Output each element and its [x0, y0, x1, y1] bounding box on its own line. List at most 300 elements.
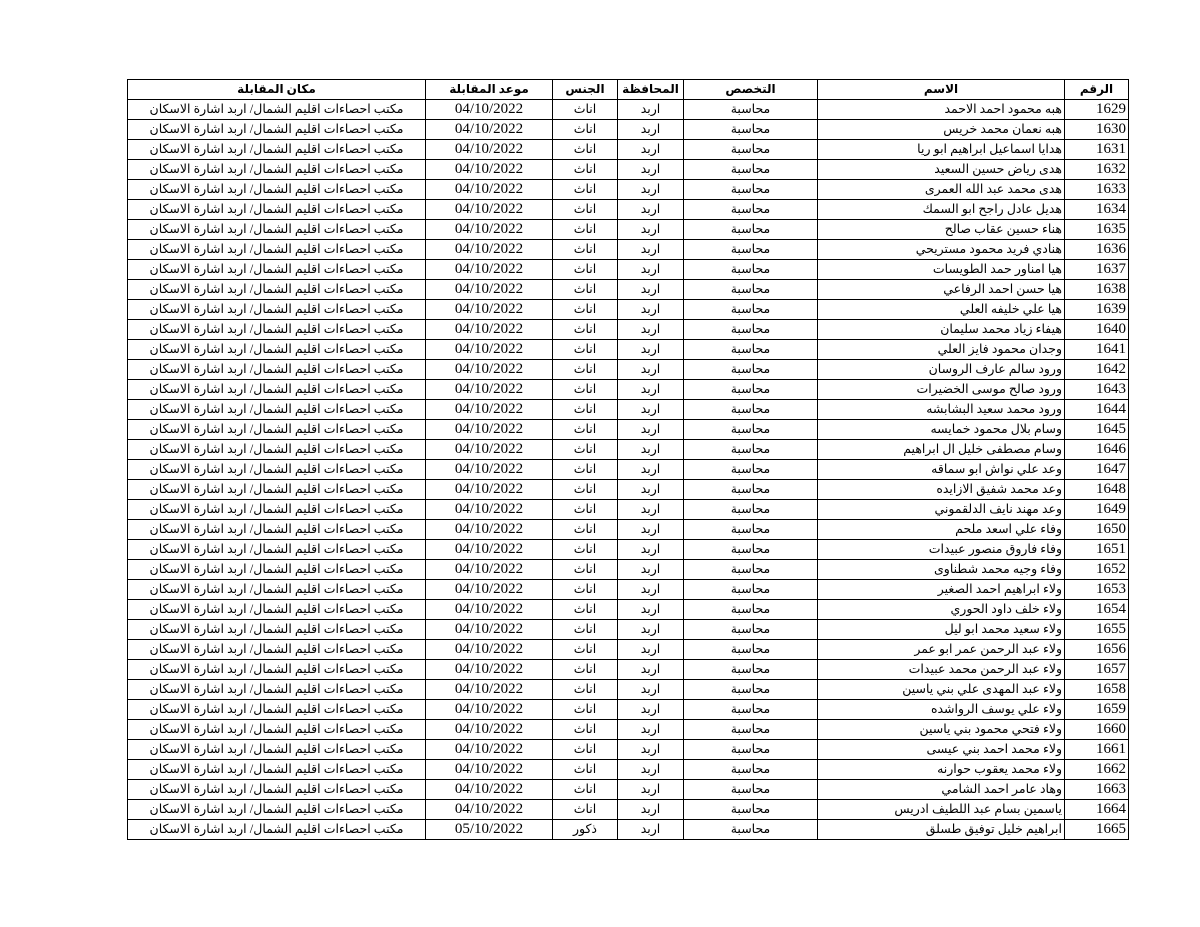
cell-interview-place: مكتب احصاءات اقليم الشمال/ اربد اشارة الاسكان: [128, 580, 426, 600]
table-row: [128, 100, 1129, 120]
cell-interview-date: 04/10/2022: [426, 440, 553, 460]
cell-name: هيا حسن احمد الرفاعي: [818, 280, 1065, 300]
cell-name: وسام مصطفى خليل ال ابراهيم: [818, 440, 1065, 460]
cell-name: ولاء فتحي محمود بني ياسين: [818, 720, 1065, 740]
cell-specialization: محاسبة: [684, 760, 818, 780]
cell-interview-date: 04/10/2022: [426, 120, 553, 140]
cell-name: هديل عادل راجح ابو السمك: [818, 200, 1065, 220]
cell-name: ورود سالم عارف الروسان: [818, 360, 1065, 380]
cell-interview-date: 05/10/2022: [426, 820, 553, 840]
cell-interview-date: 04/10/2022: [426, 500, 553, 520]
table-row: [128, 200, 1129, 220]
cell-gender: اناث: [553, 240, 618, 260]
cell-number: 1637: [1065, 260, 1129, 280]
cell-interview-date: 04/10/2022: [426, 540, 553, 560]
table-row: [128, 320, 1129, 340]
cell-interview-place: مكتب احصاءات اقليم الشمال/ اربد اشارة الاسكان: [128, 780, 426, 800]
cell-governorate: اربد: [618, 460, 684, 480]
cell-gender: اناث: [553, 440, 618, 460]
cell-interview-place: مكتب احصاءات اقليم الشمال/ اربد اشارة الاسكان: [128, 120, 426, 140]
col-header-gender: الجنس: [553, 80, 618, 100]
cell-name: هدى محمد عبد الله العمرى: [818, 180, 1065, 200]
cell-name: هيا علي خليفه العلي: [818, 300, 1065, 320]
cell-number: 1638: [1065, 280, 1129, 300]
table-row: [128, 560, 1129, 580]
cell-interview-place: مكتب احصاءات اقليم الشمال/ اربد اشارة الاسكان: [128, 360, 426, 380]
cell-gender: اناث: [553, 680, 618, 700]
cell-name: هبه نعمان محمد خريس: [818, 120, 1065, 140]
cell-interview-place: مكتب احصاءات اقليم الشمال/ اربد اشارة الاسكان: [128, 200, 426, 220]
cell-interview-date: 04/10/2022: [426, 560, 553, 580]
cell-number: 1636: [1065, 240, 1129, 260]
cell-specialization: محاسبة: [684, 340, 818, 360]
cell-governorate: اربد: [618, 740, 684, 760]
cell-name: هيا امناور حمد الطويسات: [818, 260, 1065, 280]
cell-interview-date: 04/10/2022: [426, 240, 553, 260]
cell-governorate: اربد: [618, 440, 684, 460]
cell-name: ولاء سعيد محمد ابو ليل: [818, 620, 1065, 640]
cell-name: ياسمين بسام عبد اللطيف ادريس: [818, 800, 1065, 820]
cell-governorate: اربد: [618, 640, 684, 660]
cell-interview-date: 04/10/2022: [426, 760, 553, 780]
cell-interview-place: مكتب احصاءات اقليم الشمال/ اربد اشارة الاسكان: [128, 800, 426, 820]
cell-name: ولاء عبد المهدى علي بني ياسين: [818, 680, 1065, 700]
cell-interview-place: مكتب احصاءات اقليم الشمال/ اربد اشارة الاسكان: [128, 160, 426, 180]
cell-governorate: اربد: [618, 200, 684, 220]
cell-number: 1646: [1065, 440, 1129, 460]
cell-interview-date: 04/10/2022: [426, 720, 553, 740]
cell-gender: ذكور: [553, 820, 618, 840]
cell-gender: اناث: [553, 500, 618, 520]
cell-name: هدى رياض حسين السعيد: [818, 160, 1065, 180]
cell-number: 1642: [1065, 360, 1129, 380]
cell-number: 1653: [1065, 580, 1129, 600]
cell-gender: اناث: [553, 320, 618, 340]
cell-interview-place: مكتب احصاءات اقليم الشمال/ اربد اشارة الاسكان: [128, 240, 426, 260]
cell-name: وعد علي نواش ابو سماقه: [818, 460, 1065, 480]
cell-number: 1635: [1065, 220, 1129, 240]
cell-governorate: اربد: [618, 300, 684, 320]
cell-gender: اناث: [553, 540, 618, 560]
cell-specialization: محاسبة: [684, 800, 818, 820]
cell-number: 1634: [1065, 200, 1129, 220]
cell-specialization: محاسبة: [684, 120, 818, 140]
cell-specialization: محاسبة: [684, 660, 818, 680]
cell-number: 1656: [1065, 640, 1129, 660]
cell-specialization: محاسبة: [684, 180, 818, 200]
cell-interview-place: مكتب احصاءات اقليم الشمال/ اربد اشارة الاسكان: [128, 320, 426, 340]
col-header-governorate: المحافظة: [618, 80, 684, 100]
cell-governorate: اربد: [618, 780, 684, 800]
cell-specialization: محاسبة: [684, 420, 818, 440]
cell-name: هناء حسين عقاب صالح: [818, 220, 1065, 240]
cell-specialization: محاسبة: [684, 220, 818, 240]
cell-specialization: محاسبة: [684, 200, 818, 220]
cell-number: 1663: [1065, 780, 1129, 800]
cell-name: ولاء عبد الرحمن عمر ابو عمر: [818, 640, 1065, 660]
cell-governorate: اربد: [618, 660, 684, 680]
cell-interview-place: مكتب احصاءات اقليم الشمال/ اربد اشارة الاسكان: [128, 140, 426, 160]
cell-interview-date: 04/10/2022: [426, 340, 553, 360]
cell-interview-place: مكتب احصاءات اقليم الشمال/ اربد اشارة الاسكان: [128, 680, 426, 700]
cell-name: ولاء محمد يعقوب حوارنه: [818, 760, 1065, 780]
cell-gender: اناث: [553, 160, 618, 180]
cell-gender: اناث: [553, 480, 618, 500]
table-row: [128, 600, 1129, 620]
cell-interview-place: مكتب احصاءات اقليم الشمال/ اربد اشارة الاسكان: [128, 400, 426, 420]
cell-interview-place: مكتب احصاءات اقليم الشمال/ اربد اشارة الاسكان: [128, 300, 426, 320]
cell-number: 1662: [1065, 760, 1129, 780]
cell-interview-date: 04/10/2022: [426, 680, 553, 700]
cell-interview-date: 04/10/2022: [426, 160, 553, 180]
cell-gender: اناث: [553, 740, 618, 760]
cell-governorate: اربد: [618, 540, 684, 560]
table-row: [128, 820, 1129, 840]
cell-gender: اناث: [553, 200, 618, 220]
header-row: [128, 80, 1129, 100]
cell-governorate: اربد: [618, 400, 684, 420]
cell-governorate: اربد: [618, 240, 684, 260]
document-page: [127, 79, 1129, 840]
cell-interview-place: مكتب احصاءات اقليم الشمال/ اربد اشارة الاسكان: [128, 260, 426, 280]
cell-governorate: اربد: [618, 220, 684, 240]
table-row: [128, 420, 1129, 440]
cell-number: 1640: [1065, 320, 1129, 340]
cell-specialization: محاسبة: [684, 380, 818, 400]
cell-governorate: اربد: [618, 360, 684, 380]
cell-interview-place: مكتب احصاءات اقليم الشمال/ اربد اشارة الاسكان: [128, 600, 426, 620]
table-row: [128, 660, 1129, 680]
cell-specialization: محاسبة: [684, 640, 818, 660]
table-row: [128, 780, 1129, 800]
cell-interview-date: 04/10/2022: [426, 640, 553, 660]
cell-number: 1661: [1065, 740, 1129, 760]
cell-interview-date: 04/10/2022: [426, 360, 553, 380]
col-header-interview-place: مكان المقابلة: [128, 80, 426, 100]
cell-interview-place: مكتب احصاءات اقليم الشمال/ اربد اشارة الاسكان: [128, 480, 426, 500]
col-header-specialization: التخصص: [684, 80, 818, 100]
cell-name: وفاء وجيه محمد شطناوى: [818, 560, 1065, 580]
cell-gender: اناث: [553, 280, 618, 300]
table-row: [128, 580, 1129, 600]
table-row: [128, 180, 1129, 200]
cell-name: وفاء فاروق منصور عبيدات: [818, 540, 1065, 560]
cell-gender: اناث: [553, 460, 618, 480]
cell-gender: اناث: [553, 580, 618, 600]
cell-interview-place: مكتب احصاءات اقليم الشمال/ اربد اشارة الاسكان: [128, 380, 426, 400]
cell-number: 1651: [1065, 540, 1129, 560]
cell-interview-date: 04/10/2022: [426, 220, 553, 240]
cell-gender: اناث: [553, 800, 618, 820]
cell-specialization: محاسبة: [684, 820, 818, 840]
table-row: [128, 340, 1129, 360]
cell-name: وعد محمد شفيق الازايده: [818, 480, 1065, 500]
cell-gender: اناث: [553, 220, 618, 240]
table-row: [128, 440, 1129, 460]
cell-interview-date: 04/10/2022: [426, 380, 553, 400]
cell-governorate: اربد: [618, 380, 684, 400]
cell-interview-place: مكتب احصاءات اقليم الشمال/ اربد اشارة الاسكان: [128, 620, 426, 640]
cell-interview-place: مكتب احصاءات اقليم الشمال/ اربد اشارة الاسكان: [128, 100, 426, 120]
cell-interview-date: 04/10/2022: [426, 260, 553, 280]
table-row: [128, 400, 1129, 420]
cell-name: هدايا اسماعيل ابراهيم ابو ريا: [818, 140, 1065, 160]
cell-number: 1645: [1065, 420, 1129, 440]
cell-gender: اناث: [553, 760, 618, 780]
cell-number: 1630: [1065, 120, 1129, 140]
cell-governorate: اربد: [618, 500, 684, 520]
cell-gender: اناث: [553, 360, 618, 380]
cell-specialization: محاسبة: [684, 780, 818, 800]
cell-interview-date: 04/10/2022: [426, 740, 553, 760]
cell-gender: اناث: [553, 380, 618, 400]
cell-interview-date: 04/10/2022: [426, 420, 553, 440]
cell-interview-place: مكتب احصاءات اقليم الشمال/ اربد اشارة الاسكان: [128, 560, 426, 580]
cell-gender: اناث: [553, 420, 618, 440]
cell-gender: اناث: [553, 400, 618, 420]
cell-gender: اناث: [553, 660, 618, 680]
cell-governorate: اربد: [618, 260, 684, 280]
cell-governorate: اربد: [618, 160, 684, 180]
table-row: [128, 520, 1129, 540]
interview-schedule-table: [127, 79, 1129, 840]
cell-name: وفاء علي اسعد ملحم: [818, 520, 1065, 540]
cell-specialization: محاسبة: [684, 100, 818, 120]
cell-number: 1650: [1065, 520, 1129, 540]
table-row: [128, 800, 1129, 820]
cell-specialization: محاسبة: [684, 680, 818, 700]
cell-specialization: محاسبة: [684, 740, 818, 760]
cell-gender: اناث: [553, 720, 618, 740]
cell-interview-date: 04/10/2022: [426, 460, 553, 480]
cell-governorate: اربد: [618, 140, 684, 160]
cell-number: 1657: [1065, 660, 1129, 680]
cell-interview-place: مكتب احصاءات اقليم الشمال/ اربد اشارة الاسكان: [128, 440, 426, 460]
cell-number: 1654: [1065, 600, 1129, 620]
table-row: [128, 720, 1129, 740]
cell-interview-date: 04/10/2022: [426, 800, 553, 820]
cell-interview-date: 04/10/2022: [426, 200, 553, 220]
cell-governorate: اربد: [618, 620, 684, 640]
cell-specialization: محاسبة: [684, 500, 818, 520]
table-row: [128, 380, 1129, 400]
cell-governorate: اربد: [618, 480, 684, 500]
cell-number: 1644: [1065, 400, 1129, 420]
cell-gender: اناث: [553, 180, 618, 200]
cell-specialization: محاسبة: [684, 160, 818, 180]
cell-governorate: اربد: [618, 560, 684, 580]
cell-number: 1649: [1065, 500, 1129, 520]
cell-interview-place: مكتب احصاءات اقليم الشمال/ اربد اشارة الاسكان: [128, 760, 426, 780]
cell-interview-place: مكتب احصاءات اقليم الشمال/ اربد اشارة الاسكان: [128, 520, 426, 540]
cell-governorate: اربد: [618, 180, 684, 200]
table-row: [128, 240, 1129, 260]
cell-interview-date: 04/10/2022: [426, 600, 553, 620]
cell-name: ورود محمد سعيد البشابشه: [818, 400, 1065, 420]
cell-specialization: محاسبة: [684, 440, 818, 460]
cell-number: 1664: [1065, 800, 1129, 820]
cell-governorate: اربد: [618, 420, 684, 440]
cell-name: وسام بلال محمود خمايسه: [818, 420, 1065, 440]
cell-interview-date: 04/10/2022: [426, 520, 553, 540]
cell-number: 1659: [1065, 700, 1129, 720]
cell-interview-date: 04/10/2022: [426, 580, 553, 600]
cell-number: 1660: [1065, 720, 1129, 740]
cell-interview-date: 04/10/2022: [426, 780, 553, 800]
table-row: [128, 760, 1129, 780]
cell-gender: اناث: [553, 600, 618, 620]
cell-specialization: محاسبة: [684, 320, 818, 340]
cell-specialization: محاسبة: [684, 600, 818, 620]
cell-interview-place: مكتب احصاءات اقليم الشمال/ اربد اشارة الاسكان: [128, 660, 426, 680]
cell-name: ولاء عبد الرحمن محمد عبيدات: [818, 660, 1065, 680]
cell-interview-place: مكتب احصاءات اقليم الشمال/ اربد اشارة الاسكان: [128, 340, 426, 360]
cell-gender: اناث: [553, 780, 618, 800]
cell-specialization: محاسبة: [684, 520, 818, 540]
cell-governorate: اربد: [618, 820, 684, 840]
cell-specialization: محاسبة: [684, 260, 818, 280]
cell-interview-date: 04/10/2022: [426, 280, 553, 300]
cell-interview-date: 04/10/2022: [426, 300, 553, 320]
cell-name: هبه محمود احمد الاحمد: [818, 100, 1065, 120]
cell-interview-place: مكتب احصاءات اقليم الشمال/ اربد اشارة الاسكان: [128, 180, 426, 200]
cell-specialization: محاسبة: [684, 540, 818, 560]
cell-name: وجدان محمود فايز العلي: [818, 340, 1065, 360]
cell-interview-place: مكتب احصاءات اقليم الشمال/ اربد اشارة الاسكان: [128, 640, 426, 660]
cell-interview-date: 04/10/2022: [426, 620, 553, 640]
cell-name: هيفاء زياد محمد سليمان: [818, 320, 1065, 340]
table-row: [128, 360, 1129, 380]
cell-gender: اناث: [553, 640, 618, 660]
cell-specialization: محاسبة: [684, 580, 818, 600]
cell-interview-place: مكتب احصاءات اقليم الشمال/ اربد اشارة الاسكان: [128, 700, 426, 720]
col-header-name: الاسم: [818, 80, 1065, 100]
cell-governorate: اربد: [618, 100, 684, 120]
cell-governorate: اربد: [618, 720, 684, 740]
table-row: [128, 300, 1129, 320]
cell-governorate: اربد: [618, 800, 684, 820]
cell-governorate: اربد: [618, 580, 684, 600]
cell-governorate: اربد: [618, 600, 684, 620]
cell-interview-place: مكتب احصاءات اقليم الشمال/ اربد اشارة الاسكان: [128, 220, 426, 240]
table-row: [128, 540, 1129, 560]
cell-gender: اناث: [553, 520, 618, 540]
cell-governorate: اربد: [618, 520, 684, 540]
cell-specialization: محاسبة: [684, 460, 818, 480]
cell-number: 1639: [1065, 300, 1129, 320]
table-row: [128, 620, 1129, 640]
cell-interview-place: مكتب احصاءات اقليم الشمال/ اربد اشارة الاسكان: [128, 460, 426, 480]
cell-interview-place: مكتب احصاءات اقليم الشمال/ اربد اشارة الاسكان: [128, 540, 426, 560]
cell-number: 1652: [1065, 560, 1129, 580]
table-row: [128, 160, 1129, 180]
cell-number: 1633: [1065, 180, 1129, 200]
cell-governorate: اربد: [618, 760, 684, 780]
cell-interview-date: 04/10/2022: [426, 700, 553, 720]
cell-governorate: اربد: [618, 280, 684, 300]
cell-governorate: اربد: [618, 700, 684, 720]
cell-gender: اناث: [553, 700, 618, 720]
cell-gender: اناث: [553, 140, 618, 160]
cell-interview-date: 04/10/2022: [426, 480, 553, 500]
cell-governorate: اربد: [618, 340, 684, 360]
cell-number: 1648: [1065, 480, 1129, 500]
cell-interview-place: مكتب احصاءات اقليم الشمال/ اربد اشارة الاسكان: [128, 420, 426, 440]
cell-interview-date: 04/10/2022: [426, 400, 553, 420]
cell-name: ولاء علي يوسف الرواشده: [818, 700, 1065, 720]
cell-name: ولاء محمد احمد بني عيسى: [818, 740, 1065, 760]
cell-gender: اناث: [553, 260, 618, 280]
table-row: [128, 220, 1129, 240]
cell-number: 1631: [1065, 140, 1129, 160]
cell-name: ولاء خلف داود الحوري: [818, 600, 1065, 620]
cell-number: 1665: [1065, 820, 1129, 840]
cell-name: وهاد عامر احمد الشامي: [818, 780, 1065, 800]
table-row: [128, 480, 1129, 500]
cell-specialization: محاسبة: [684, 560, 818, 580]
cell-number: 1647: [1065, 460, 1129, 480]
cell-number: 1658: [1065, 680, 1129, 700]
table-row: [128, 260, 1129, 280]
table-row: [128, 140, 1129, 160]
cell-name: ولاء ابراهيم احمد الصغير: [818, 580, 1065, 600]
col-header-number: الرقم: [1065, 80, 1129, 100]
table-row: [128, 680, 1129, 700]
cell-interview-date: 04/10/2022: [426, 320, 553, 340]
cell-specialization: محاسبة: [684, 620, 818, 640]
cell-specialization: محاسبة: [684, 480, 818, 500]
table-row: [128, 120, 1129, 140]
table-row: [128, 700, 1129, 720]
cell-interview-place: مكتب احصاءات اقليم الشمال/ اربد اشارة الاسكان: [128, 820, 426, 840]
col-header-interview-date: موعد المقابلة: [426, 80, 553, 100]
cell-interview-place: مكتب احصاءات اقليم الشمال/ اربد اشارة الاسكان: [128, 500, 426, 520]
cell-name: هنادي فريد محمود مستريحي: [818, 240, 1065, 260]
cell-number: 1629: [1065, 100, 1129, 120]
cell-specialization: محاسبة: [684, 240, 818, 260]
cell-gender: اناث: [553, 340, 618, 360]
cell-specialization: محاسبة: [684, 300, 818, 320]
cell-interview-place: مكتب احصاءات اقليم الشمال/ اربد اشارة الاسكان: [128, 740, 426, 760]
cell-specialization: محاسبة: [684, 700, 818, 720]
cell-interview-date: 04/10/2022: [426, 140, 553, 160]
cell-gender: اناث: [553, 100, 618, 120]
cell-number: 1632: [1065, 160, 1129, 180]
cell-governorate: اربد: [618, 320, 684, 340]
cell-specialization: محاسبة: [684, 280, 818, 300]
cell-governorate: اربد: [618, 120, 684, 140]
table-row: [128, 500, 1129, 520]
cell-interview-place: مكتب احصاءات اقليم الشمال/ اربد اشارة الاسكان: [128, 280, 426, 300]
cell-interview-date: 04/10/2022: [426, 180, 553, 200]
cell-gender: اناث: [553, 300, 618, 320]
cell-interview-date: 04/10/2022: [426, 100, 553, 120]
cell-interview-place: مكتب احصاءات اقليم الشمال/ اربد اشارة الاسكان: [128, 720, 426, 740]
cell-name: ابراهيم خليل توفيق طسلق: [818, 820, 1065, 840]
cell-gender: اناث: [553, 620, 618, 640]
cell-number: 1643: [1065, 380, 1129, 400]
cell-interview-date: 04/10/2022: [426, 660, 553, 680]
table-row: [128, 640, 1129, 660]
cell-name: وعد مهند نايف الدلقموني: [818, 500, 1065, 520]
cell-specialization: محاسبة: [684, 720, 818, 740]
cell-specialization: محاسبة: [684, 140, 818, 160]
table-row: [128, 280, 1129, 300]
table-row: [128, 460, 1129, 480]
cell-number: 1655: [1065, 620, 1129, 640]
cell-gender: اناث: [553, 120, 618, 140]
cell-gender: اناث: [553, 560, 618, 580]
